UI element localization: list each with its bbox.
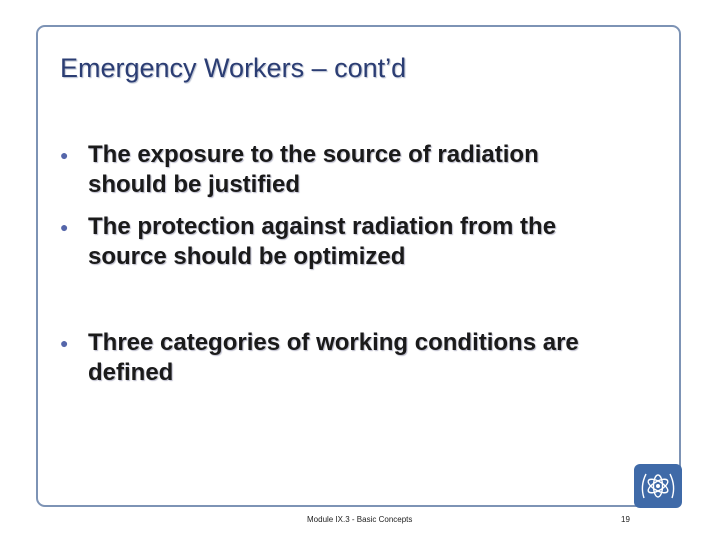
bullet-line: The exposure to the source of radiation	[88, 141, 539, 168]
footer-module: Module IX.3 - Basic Concepts	[307, 515, 413, 524]
bullet-item	[60, 140, 539, 200]
bullet-line: should be justified	[88, 171, 301, 198]
bullet-text	[88, 212, 556, 272]
bullet-icon: ●	[60, 219, 69, 235]
bullet-line: The protection against radiation from the	[88, 213, 557, 240]
bullet-item	[60, 328, 579, 388]
bullet-line: defined	[88, 359, 174, 386]
iaea-emblem-icon	[634, 464, 682, 508]
bullet-line: source should be optimized	[88, 243, 406, 270]
slide-title: Emergency Workers – cont’d	[60, 53, 407, 83]
bullet-item	[60, 212, 556, 272]
bullet-line: Three categories of working conditions are	[88, 329, 579, 356]
bullet-text	[88, 328, 579, 388]
bullet-icon: ●	[60, 335, 69, 351]
bullet-icon: ●	[60, 147, 69, 163]
page-number: 19	[621, 515, 630, 524]
bullet-text	[88, 140, 539, 200]
